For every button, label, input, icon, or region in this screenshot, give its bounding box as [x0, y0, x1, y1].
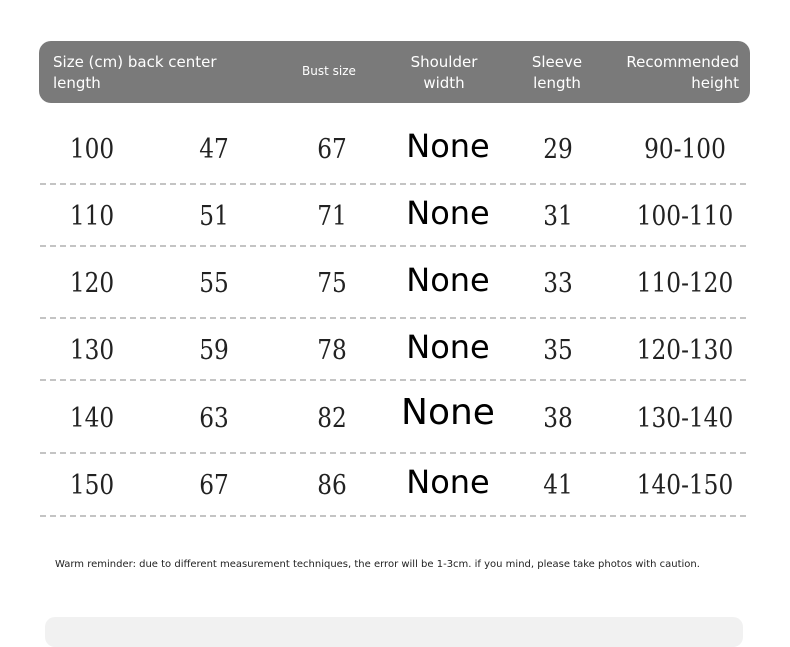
header-sleeve: Sleeve length [531, 53, 583, 92]
bust-cell: 82 [317, 403, 347, 434]
bust-cell: 75 [317, 268, 347, 299]
sleeve-cell: 38 [543, 403, 573, 434]
size-cell: 110 [69, 201, 115, 232]
table-row [40, 451, 746, 517]
height-cell: 90-100 [644, 134, 726, 165]
header-height: Recommended height [626, 53, 739, 92]
bust-cell: 78 [317, 335, 347, 366]
length-cell: 55 [199, 268, 229, 299]
shoulder-cell: None [406, 194, 490, 232]
length-cell: 67 [199, 470, 229, 501]
bust-cell: 86 [317, 470, 347, 501]
sleeve-cell: 33 [543, 268, 573, 299]
table-row [40, 115, 746, 181]
header-bust: Bust size [302, 64, 356, 78]
size-cell: 130 [69, 335, 115, 366]
length-cell: 51 [199, 201, 229, 232]
bottom-panel [45, 617, 743, 647]
table-row [40, 384, 746, 450]
height-cell: 130-140 [636, 403, 734, 434]
warm-reminder-note: Warm reminder: due to different measurement techniques, the error will be 1-3cm. if you mind, please take photos with caution. [55, 559, 700, 570]
height-cell: 100-110 [636, 201, 734, 232]
height-cell: 110-120 [636, 268, 734, 299]
size-cell: 100 [69, 134, 115, 165]
table-row [40, 182, 746, 248]
bust-cell: 67 [317, 134, 347, 165]
shoulder-cell: None [401, 392, 495, 433]
length-cell: 47 [199, 134, 229, 165]
sleeve-cell: 29 [543, 134, 573, 165]
header-size: Size (cm) back center length [53, 53, 217, 92]
size-cell: 120 [69, 268, 115, 299]
shoulder-cell: None [406, 463, 490, 501]
row-divider [40, 515, 746, 517]
size-cell: 150 [69, 470, 115, 501]
length-cell: 59 [199, 335, 229, 366]
sleeve-cell: 41 [543, 470, 573, 501]
shoulder-cell: None [406, 127, 490, 165]
height-cell: 120-130 [636, 335, 734, 366]
row-divider [40, 245, 746, 247]
sleeve-cell: 31 [543, 201, 573, 232]
table-row [40, 316, 746, 382]
size-table-header [39, 41, 750, 103]
bust-cell: 71 [317, 201, 347, 232]
row-divider [40, 379, 746, 381]
length-cell: 63 [199, 403, 229, 434]
shoulder-cell: None [406, 261, 490, 299]
size-cell: 140 [69, 403, 115, 434]
header-shoulder: Shoulder width [410, 53, 478, 92]
table-row [40, 249, 746, 315]
sleeve-cell: 35 [543, 335, 573, 366]
height-cell: 140-150 [636, 470, 734, 501]
shoulder-cell: None [406, 328, 490, 366]
